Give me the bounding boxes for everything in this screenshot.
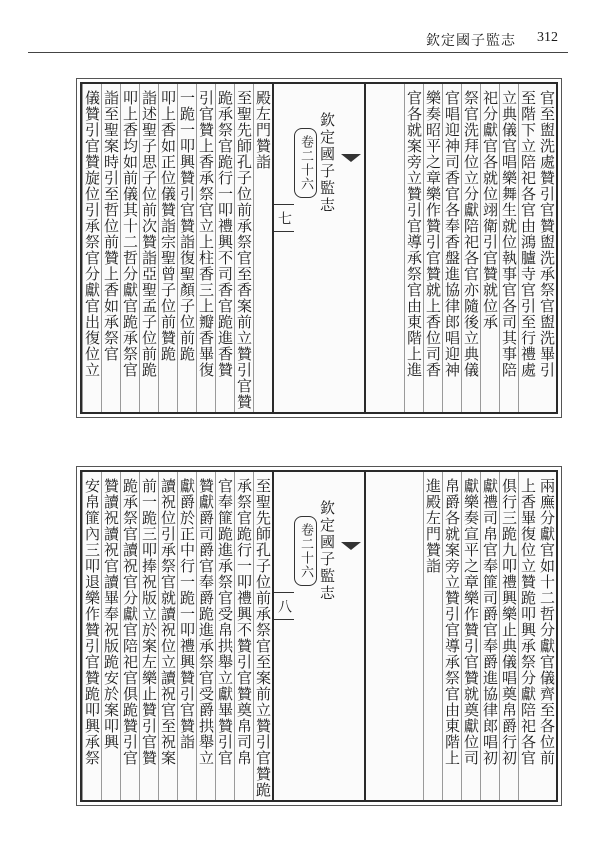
book-title: 欽定國子監志 xyxy=(318,112,336,214)
lower-leaf xyxy=(80,470,558,802)
text-column: 跪承祭官跪行一叩禮興不司香官跪進香贊 xyxy=(215,84,234,412)
chapter-label: 卷二十六 xyxy=(294,128,317,198)
folio-number: 八 xyxy=(274,592,294,620)
text-column: 一跪一叩興贊引官贊詣復聖顏子位前跪 xyxy=(177,84,196,412)
page-number: 312 xyxy=(537,30,558,45)
chapter-label: 卷二十六 xyxy=(294,516,317,586)
text-column: 祭官洗拜位立分獻陪祀各官亦隨後立典儀 xyxy=(461,84,480,412)
text-column: 上香畢復位立贊跪叩興承祭分獻陪祀各官 xyxy=(518,472,537,800)
text-column: 俱行三跪九叩禮興樂止典儀唱奠帛爵行初 xyxy=(499,472,518,800)
text-column: 叩上香如正位儀贊詣宗聖曾子位前贊跪 xyxy=(158,84,177,412)
text-column: 安帛篚內三叩退樂作贊引官贊跪叩興承祭 xyxy=(82,472,101,800)
running-header xyxy=(0,30,598,54)
upper-left-half xyxy=(82,84,272,412)
text-column: 引官贊上香承祭官立上柱香三上瓣香畢復 xyxy=(196,84,215,412)
text-column: 官各就案旁立贊引官導承祭官由東階上進 xyxy=(404,84,423,412)
text-column: 跪承祭官讀祝官分獻官陪祀官俱跪贊引官 xyxy=(120,472,139,800)
text-column: 立典儀官唱樂舞生就位執事官各司其事陪 xyxy=(499,84,518,412)
lower-right-half xyxy=(366,472,556,800)
text-column: 樂奏昭平之章樂作贊引官贊就上香位司香 xyxy=(423,84,442,412)
text-column: 承祭官跪行一叩禮興不贊引官贊奠帛司帛 xyxy=(234,472,253,800)
fishtail-mark xyxy=(341,542,361,550)
text-column: 至聖先師孔子位前承祭官至案前立贊引官贊跪 xyxy=(253,472,272,800)
text-column: 祀分獻官各就位翊衛引官贊就位承 xyxy=(480,84,499,412)
text-column: 獻禮司帛官奉篚司爵官奉爵進協律郎唱初 xyxy=(480,472,499,800)
text-column: 詣述聖子思子位前次贊詣亞聖孟子位前跪 xyxy=(139,84,158,412)
text-column: 官奉篚跪進承祭官受帛拱舉立獻畢贊引官 xyxy=(215,472,234,800)
text-column: 兩廡分獻官如十二哲分獻官儀齊至各位前 xyxy=(538,478,556,766)
text-column: 至階下立陪祀各官由鴻臚寺官引至行禮處 xyxy=(518,84,537,412)
text-column: 官唱迎神司香官各奉香盤進協律郎唱迎神 xyxy=(442,84,461,412)
text-column: 殿左門贊詣 xyxy=(253,84,272,412)
header-rule xyxy=(28,52,568,53)
text-column: 官至盥洗處贊引官贊盥洗承祭官盥洗畢引 xyxy=(538,90,556,378)
book-title: 欽定國子監志 xyxy=(318,500,336,602)
running-title: 欽定國子監志 xyxy=(426,33,516,49)
folio-number: 七 xyxy=(274,204,294,232)
text-column: 贊讀祝讀祝官讀畢奉祝版跪安於案叩興 xyxy=(101,472,120,800)
fishtail-mark xyxy=(341,154,361,162)
text-column: 至聖先師孔子位前承祭官至香案前立贊引官贊 xyxy=(234,84,253,412)
text-column: 帛爵各就案旁立贊引官導承祭官由東階上 xyxy=(442,472,461,800)
text-column: 叩上香均如前儀其十二哲分獻官跪承祭官 xyxy=(120,84,139,412)
upper-center-margin xyxy=(272,84,366,412)
text-column: 獻爵於正中行一跪一叩禮興贊引官贊詣 xyxy=(177,472,196,800)
text-column: 詣至聖案時引至哲位前贊上香如承祭官 xyxy=(101,84,120,412)
text-column: 讀祝位引承祭官就讀祝位立讀祝官至祝案 xyxy=(158,472,177,800)
lower-center-margin xyxy=(272,472,366,800)
text-column: 贊獻爵司爵官奉爵跪進承祭官受爵拱舉立 xyxy=(196,472,215,800)
upper-leaf xyxy=(80,82,558,414)
text-column: 獻樂奏宣平之章樂作贊引官贊就奠獻位司 xyxy=(461,472,480,800)
text-column: 儀贊引官贊旋位引承祭官分獻官出復位立 xyxy=(82,84,101,412)
lower-left-half xyxy=(82,472,272,800)
text-column: 進殿左門贊詣 xyxy=(423,472,442,800)
text-column: 前一跪三叩捧祝版立於案左樂止贊引官贊 xyxy=(139,472,158,800)
upper-right-half xyxy=(366,84,556,412)
